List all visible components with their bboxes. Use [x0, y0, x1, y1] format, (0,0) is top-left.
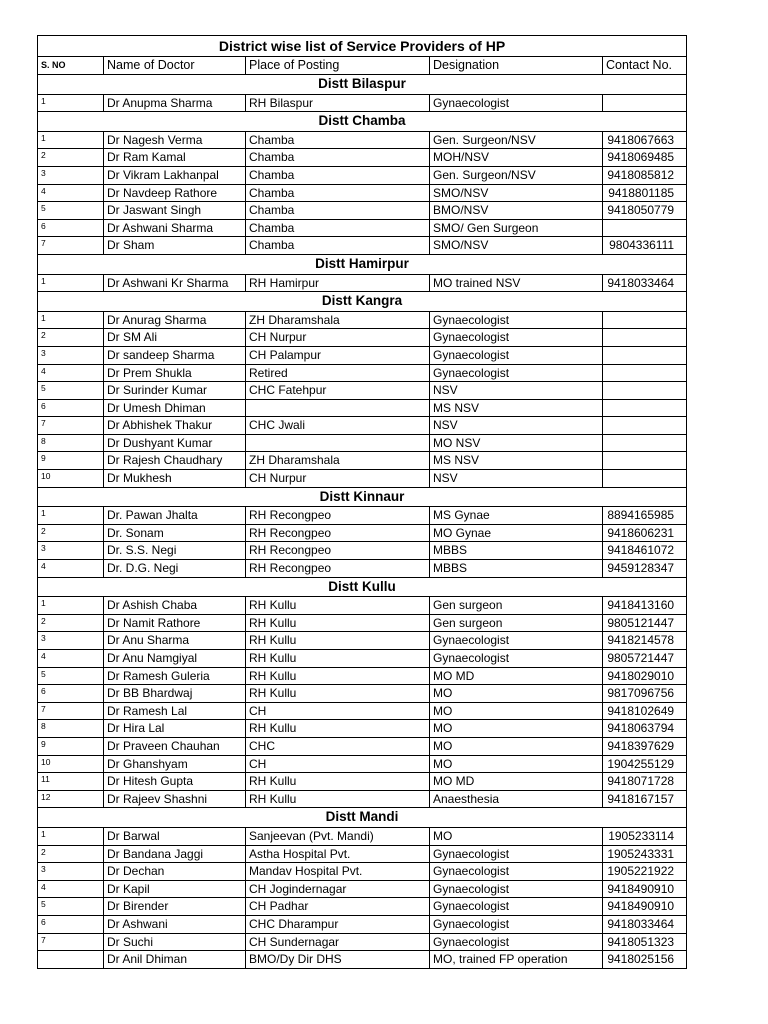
cell-sno: 7 [38, 237, 104, 255]
district-name: Distt Chamba [38, 112, 687, 132]
table-row [38, 434, 687, 452]
cell-place-of-posting: CH Nurpur [246, 329, 430, 347]
cell-designation: Gen surgeon [430, 614, 603, 632]
cell-doctor-name: Dr Ram Kamal [104, 149, 246, 167]
cell-doctor-name: Dr Sham [104, 237, 246, 255]
cell-designation: Gynaecologist [430, 915, 603, 933]
cell-sno: 6 [38, 399, 104, 417]
cell-sno: 10 [38, 755, 104, 773]
cell-sno: 8 [38, 434, 104, 452]
cell-sno: 4 [38, 184, 104, 202]
cell-designation: Gynaecologist [430, 880, 603, 898]
table-row [38, 166, 687, 184]
cell-sno: 7 [38, 702, 104, 720]
cell-designation: MO trained NSV [430, 274, 603, 292]
cell-designation: Gynaecologist [430, 94, 603, 112]
table-row [38, 702, 687, 720]
cell-doctor-name: Dr Kapil [104, 880, 246, 898]
cell-designation: Gynaecologist [430, 364, 603, 382]
cell-doctor-name: Dr Rajesh Chaudhary [104, 452, 246, 470]
cell-place-of-posting: RH Recongpeo [246, 524, 430, 542]
cell-contact: 9418461072 [603, 542, 687, 560]
table-row [38, 329, 687, 347]
table-body [38, 36, 687, 969]
cell-doctor-name: Dr Barwal [104, 827, 246, 845]
cell-place-of-posting: RH Kullu [246, 685, 430, 703]
cell-sno: 1 [38, 597, 104, 615]
cell-doctor-name: Dr Abhishek Thakur [104, 417, 246, 435]
cell-designation: MOH/NSV [430, 149, 603, 167]
cell-designation: BMO/NSV [430, 202, 603, 220]
cell-sno: 4 [38, 560, 104, 578]
cell-place-of-posting: RH Recongpeo [246, 542, 430, 560]
column-header-sno: S. NO [38, 57, 104, 75]
cell-place-of-posting: RH Hamirpur [246, 274, 430, 292]
cell-contact: 9418167157 [603, 790, 687, 808]
cell-contact [603, 417, 687, 435]
cell-doctor-name: Dr Nagesh Verma [104, 131, 246, 149]
cell-contact: 9418490910 [603, 898, 687, 916]
cell-doctor-name: Dr Hitesh Gupta [104, 773, 246, 791]
cell-doctor-name: Dr Mukhesh [104, 470, 246, 488]
cell-place-of-posting: RH Kullu [246, 614, 430, 632]
cell-sno: 4 [38, 650, 104, 668]
table-row [38, 773, 687, 791]
cell-doctor-name: Dr Anurag Sharma [104, 311, 246, 329]
cell-designation: MO MD [430, 773, 603, 791]
district-name: Distt Mandi [38, 808, 687, 828]
cell-contact: 1905243331 [603, 845, 687, 863]
cell-contact: 9418071728 [603, 773, 687, 791]
cell-designation: MS Gynae [430, 507, 603, 525]
cell-doctor-name: Dr Ghanshyam [104, 755, 246, 773]
table-row [38, 951, 687, 969]
cell-designation: MO [430, 755, 603, 773]
table-row [38, 915, 687, 933]
cell-place-of-posting: Mandav Hospital Pvt. [246, 863, 430, 881]
column-header-contact: Contact No. [603, 57, 687, 75]
cell-doctor-name: Dr Namit Rathore [104, 614, 246, 632]
cell-place-of-posting: CH [246, 702, 430, 720]
cell-sno: 2 [38, 614, 104, 632]
table-row [38, 720, 687, 738]
cell-designation: Gen surgeon [430, 597, 603, 615]
cell-place-of-posting: CHC Jwali [246, 417, 430, 435]
cell-doctor-name: Dr. S.S. Negi [104, 542, 246, 560]
cell-contact: 8894165985 [603, 507, 687, 525]
cell-sno [38, 951, 104, 969]
cell-doctor-name: Dr Rajeev Shashni [104, 790, 246, 808]
cell-place-of-posting: CH [246, 755, 430, 773]
cell-sno: 6 [38, 915, 104, 933]
cell-contact [603, 452, 687, 470]
cell-place-of-posting: CH Padhar [246, 898, 430, 916]
cell-designation: Gynaecologist [430, 329, 603, 347]
table-row [38, 382, 687, 400]
cell-contact: 9418069485 [603, 149, 687, 167]
cell-sno: 7 [38, 417, 104, 435]
table-row [38, 685, 687, 703]
cell-sno: 3 [38, 863, 104, 881]
table-row [38, 507, 687, 525]
cell-sno: 6 [38, 685, 104, 703]
cell-sno: 3 [38, 542, 104, 560]
cell-contact [603, 399, 687, 417]
cell-designation: MO NSV [430, 434, 603, 452]
cell-place-of-posting: CHC [246, 737, 430, 755]
cell-designation: MO MD [430, 667, 603, 685]
cell-place-of-posting: Retired [246, 364, 430, 382]
cell-designation: NSV [430, 470, 603, 488]
cell-contact [603, 329, 687, 347]
cell-doctor-name: Dr Dushyant Kumar [104, 434, 246, 452]
table-row [38, 650, 687, 668]
cell-doctor-name: Dr Suchi [104, 933, 246, 951]
column-header-name: Name of Doctor [104, 57, 246, 75]
table-row [38, 524, 687, 542]
cell-contact [603, 364, 687, 382]
cell-designation: Gynaecologist [430, 632, 603, 650]
cell-doctor-name: Dr Surinder Kumar [104, 382, 246, 400]
cell-contact: 9804336111 [603, 237, 687, 255]
table-row [38, 399, 687, 417]
table-row [38, 560, 687, 578]
cell-sno: 5 [38, 382, 104, 400]
cell-contact [603, 94, 687, 112]
cell-place-of-posting: CH Sundernagar [246, 933, 430, 951]
cell-contact [603, 470, 687, 488]
cell-contact: 9805121447 [603, 614, 687, 632]
cell-place-of-posting: ZH Dharamshala [246, 311, 430, 329]
cell-designation: MO Gynae [430, 524, 603, 542]
cell-designation: Gen. Surgeon/NSV [430, 131, 603, 149]
table-row [38, 149, 687, 167]
cell-sno: 1 [38, 94, 104, 112]
cell-doctor-name: Dr Jaswant Singh [104, 202, 246, 220]
cell-place-of-posting: RH Recongpeo [246, 560, 430, 578]
cell-place-of-posting [246, 434, 430, 452]
cell-designation: Gen. Surgeon/NSV [430, 166, 603, 184]
cell-designation: SMO/ Gen Surgeon [430, 219, 603, 237]
cell-contact: 9418025156 [603, 951, 687, 969]
cell-doctor-name: Dr Anil Dhiman [104, 951, 246, 969]
district-header-row [38, 254, 687, 274]
table-row [38, 667, 687, 685]
table-row [38, 470, 687, 488]
table-row [38, 863, 687, 881]
cell-designation: MBBS [430, 542, 603, 560]
table-row [38, 755, 687, 773]
cell-place-of-posting: RH Kullu [246, 790, 430, 808]
table-row [38, 184, 687, 202]
table-row [38, 845, 687, 863]
cell-designation: MO, trained FP operation [430, 951, 603, 969]
cell-place-of-posting: RH Bilaspur [246, 94, 430, 112]
cell-contact: 1904255129 [603, 755, 687, 773]
district-header-row [38, 577, 687, 597]
cell-contact: 9418490910 [603, 880, 687, 898]
table-row [38, 237, 687, 255]
cell-place-of-posting: RH Kullu [246, 632, 430, 650]
cell-sno: 10 [38, 470, 104, 488]
cell-place-of-posting: CHC Fatehpur [246, 382, 430, 400]
cell-contact: 9817096756 [603, 685, 687, 703]
table-row [38, 311, 687, 329]
cell-doctor-name: Dr Ashwani Sharma [104, 219, 246, 237]
cell-doctor-name: Dr sandeep Sharma [104, 346, 246, 364]
cell-doctor-name: Dr Ramesh Lal [104, 702, 246, 720]
cell-place-of-posting: RH Recongpeo [246, 507, 430, 525]
cell-sno: 4 [38, 364, 104, 382]
cell-designation: Gynaecologist [430, 898, 603, 916]
cell-contact: 9418050779 [603, 202, 687, 220]
cell-designation: MO [430, 720, 603, 738]
cell-doctor-name: Dr. D.G. Negi [104, 560, 246, 578]
cell-sno: 11 [38, 773, 104, 791]
cell-place-of-posting: Chamba [246, 237, 430, 255]
cell-contact [603, 346, 687, 364]
district-header-row [38, 487, 687, 507]
cell-doctor-name: Dr Anupma Sharma [104, 94, 246, 112]
district-name: Distt Kinnaur [38, 487, 687, 507]
cell-doctor-name: Dr Birender [104, 898, 246, 916]
table-row [38, 898, 687, 916]
cell-sno: 12 [38, 790, 104, 808]
cell-sno: 2 [38, 845, 104, 863]
cell-doctor-name: Dr SM Ali [104, 329, 246, 347]
cell-contact: 1905221922 [603, 863, 687, 881]
cell-doctor-name: Dr Anu Sharma [104, 632, 246, 650]
cell-designation: Anaesthesia [430, 790, 603, 808]
cell-contact: 9418214578 [603, 632, 687, 650]
cell-sno: 1 [38, 311, 104, 329]
cell-doctor-name: Dr Umesh Dhiman [104, 399, 246, 417]
cell-place-of-posting: Chamba [246, 202, 430, 220]
cell-doctor-name: Dr Ramesh Guleria [104, 667, 246, 685]
table-row [38, 202, 687, 220]
district-name: Distt Bilaspur [38, 75, 687, 95]
cell-doctor-name: Dr Praveen Chauhan [104, 737, 246, 755]
district-name: Distt Kullu [38, 577, 687, 597]
district-header-row [38, 112, 687, 132]
cell-sno: 1 [38, 827, 104, 845]
cell-sno: 2 [38, 329, 104, 347]
cell-doctor-name: Dr Hira Lal [104, 720, 246, 738]
column-header-designation: Designation [430, 57, 603, 75]
cell-contact: 1905233114 [603, 827, 687, 845]
cell-contact: 9418029010 [603, 667, 687, 685]
cell-contact: 9418801185 [603, 184, 687, 202]
district-name: Distt Hamirpur [38, 254, 687, 274]
cell-place-of-posting: Chamba [246, 166, 430, 184]
cell-doctor-name: Dr Prem Shukla [104, 364, 246, 382]
cell-designation: Gynaecologist [430, 650, 603, 668]
cell-doctor-name: Dr Ashish Chaba [104, 597, 246, 615]
cell-designation: Gynaecologist [430, 933, 603, 951]
cell-contact: 9418397629 [603, 737, 687, 755]
cell-sno: 1 [38, 274, 104, 292]
table-row [38, 219, 687, 237]
table-row [38, 131, 687, 149]
cell-place-of-posting: ZH Dharamshala [246, 452, 430, 470]
cell-designation: SMO/NSV [430, 184, 603, 202]
cell-doctor-name: Dr Dechan [104, 863, 246, 881]
cell-designation: MO [430, 827, 603, 845]
cell-doctor-name: Dr Ashwani [104, 915, 246, 933]
cell-sno: 1 [38, 507, 104, 525]
cell-place-of-posting: Astha Hospital Pvt. [246, 845, 430, 863]
cell-sno: 9 [38, 452, 104, 470]
cell-doctor-name: Dr. Sonam [104, 524, 246, 542]
table-row [38, 827, 687, 845]
header-row [38, 57, 687, 75]
cell-sno: 4 [38, 880, 104, 898]
service-providers-table [37, 35, 687, 969]
cell-doctor-name: Dr Bandana Jaggi [104, 845, 246, 863]
cell-contact: 9805721447 [603, 650, 687, 668]
cell-designation: MBBS [430, 560, 603, 578]
cell-place-of-posting: RH Kullu [246, 720, 430, 738]
table-row [38, 933, 687, 951]
cell-place-of-posting: RH Kullu [246, 597, 430, 615]
cell-place-of-posting: RH Kullu [246, 667, 430, 685]
cell-place-of-posting: CHC Dharampur [246, 915, 430, 933]
cell-designation: NSV [430, 417, 603, 435]
cell-place-of-posting: RH Kullu [246, 650, 430, 668]
table-row [38, 737, 687, 755]
cell-designation: NSV [430, 382, 603, 400]
cell-doctor-name: Dr Vikram Lakhanpal [104, 166, 246, 184]
cell-sno: 1 [38, 131, 104, 149]
cell-contact: 9418051323 [603, 933, 687, 951]
cell-sno: 3 [38, 166, 104, 184]
cell-doctor-name: Dr Ashwani Kr Sharma [104, 274, 246, 292]
cell-place-of-posting: RH Kullu [246, 773, 430, 791]
table-row [38, 614, 687, 632]
cell-contact [603, 311, 687, 329]
table-row [38, 790, 687, 808]
cell-contact [603, 219, 687, 237]
cell-contact: 9418413160 [603, 597, 687, 615]
cell-contact: 9459128347 [603, 560, 687, 578]
cell-doctor-name: Dr Anu Namgiyal [104, 650, 246, 668]
column-header-place: Place of Posting [246, 57, 430, 75]
table-row [38, 632, 687, 650]
district-header-row [38, 292, 687, 312]
cell-doctor-name: Dr Navdeep Rathore [104, 184, 246, 202]
cell-designation: Gynaecologist [430, 845, 603, 863]
cell-contact [603, 434, 687, 452]
cell-contact: 9418063794 [603, 720, 687, 738]
cell-sno: 8 [38, 720, 104, 738]
cell-designation: MS NSV [430, 399, 603, 417]
cell-place-of-posting: Sanjeevan (Pvt. Mandi) [246, 827, 430, 845]
cell-designation: SMO/NSV [430, 237, 603, 255]
cell-designation: Gynaecologist [430, 346, 603, 364]
cell-sno: 2 [38, 149, 104, 167]
document-title: District wise list of Service Providers of HP [38, 36, 687, 57]
cell-doctor-name: Dr BB Bhardwaj [104, 685, 246, 703]
cell-place-of-posting: BMO/Dy Dir DHS [246, 951, 430, 969]
cell-sno: 9 [38, 737, 104, 755]
cell-place-of-posting: Chamba [246, 131, 430, 149]
table-row [38, 94, 687, 112]
district-header-row [38, 808, 687, 828]
cell-contact: 9418606231 [603, 524, 687, 542]
cell-designation: MO [430, 737, 603, 755]
cell-contact: 9418033464 [603, 915, 687, 933]
cell-designation: MO [430, 702, 603, 720]
cell-sno: 6 [38, 219, 104, 237]
cell-place-of-posting: CH Nurpur [246, 470, 430, 488]
cell-designation: Gynaecologist [430, 863, 603, 881]
table-row [38, 452, 687, 470]
cell-designation: Gynaecologist [430, 311, 603, 329]
cell-contact: 9418067663 [603, 131, 687, 149]
district-name: Distt Kangra [38, 292, 687, 312]
table-row [38, 542, 687, 560]
cell-place-of-posting [246, 399, 430, 417]
cell-sno: 2 [38, 524, 104, 542]
cell-place-of-posting: Chamba [246, 219, 430, 237]
cell-place-of-posting: Chamba [246, 149, 430, 167]
cell-sno: 5 [38, 667, 104, 685]
table-row [38, 880, 687, 898]
table-row [38, 364, 687, 382]
cell-place-of-posting: CH Palampur [246, 346, 430, 364]
title-row [38, 36, 687, 57]
table-row [38, 346, 687, 364]
cell-designation: MS NSV [430, 452, 603, 470]
table-row [38, 417, 687, 435]
table-row [38, 274, 687, 292]
table-row [38, 597, 687, 615]
cell-designation: MO [430, 685, 603, 703]
cell-sno: 3 [38, 632, 104, 650]
cell-contact: 9418102649 [603, 702, 687, 720]
cell-sno: 7 [38, 933, 104, 951]
cell-contact: 9418033464 [603, 274, 687, 292]
cell-sno: 5 [38, 898, 104, 916]
cell-contact: 9418085812 [603, 166, 687, 184]
cell-place-of-posting: CH Jogindernagar [246, 880, 430, 898]
district-header-row [38, 75, 687, 95]
cell-sno: 5 [38, 202, 104, 220]
cell-sno: 3 [38, 346, 104, 364]
cell-place-of-posting: Chamba [246, 184, 430, 202]
cell-contact [603, 382, 687, 400]
cell-doctor-name: Dr. Pawan Jhalta [104, 507, 246, 525]
